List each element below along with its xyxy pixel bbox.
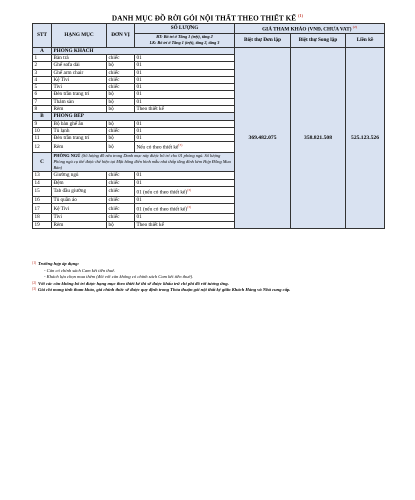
- row-unit: chiếc: [107, 179, 135, 186]
- row-unit: chiếc: [107, 187, 135, 197]
- price-1: 369.482.075: [235, 47, 291, 228]
- row-item: Đèn trần trang trí: [52, 135, 107, 142]
- row-unit: chiếc: [107, 76, 135, 83]
- row-qty: [135, 69, 235, 76]
- footnote-text: Trường hợp áp dụng:: [38, 261, 80, 266]
- footnote: [32, 287, 402, 294]
- header-stt: STT: [33, 24, 52, 48]
- qty-lk-text: Bố trí ở Tầng 1 (trệt), tầng 2, tầng 3: [157, 40, 220, 46]
- row-qty: [135, 172, 235, 179]
- footnote-sub: - Khách lựa chọn mua thêm (đối với căn không có chính sách Cam kết tiền thuê).: [44, 274, 194, 279]
- page-title: [0, 13, 415, 22]
- row-unit: chiếc: [107, 204, 135, 214]
- header-price: [235, 24, 385, 34]
- section-name: [52, 152, 235, 172]
- row-qty-text: 01: [136, 120, 142, 127]
- row-unit: bộ: [107, 62, 135, 69]
- row-item: Rèm: [52, 221, 107, 228]
- row-qty: [135, 187, 235, 197]
- row-item: Tủ quần áo: [52, 197, 107, 204]
- price-3: 525.123.526: [346, 47, 385, 228]
- row-qty-text: 01: [136, 135, 142, 142]
- row-item: Tủ lạnh: [52, 127, 107, 134]
- section-header-row: [33, 47, 385, 54]
- row-qty: [135, 76, 235, 83]
- row-qty: [135, 142, 235, 152]
- header-qty-sub: [135, 34, 235, 48]
- row-unit: chiếc: [107, 54, 135, 61]
- row-item: Ghế sofa dài: [52, 62, 107, 69]
- row-qty-text: 01: [136, 179, 142, 186]
- row-stt: 6: [33, 91, 52, 98]
- furniture-table: [32, 23, 385, 229]
- row-qty-text: Theo thiết kế: [136, 106, 164, 112]
- row-stt: 13: [33, 172, 52, 179]
- row-stt: 19: [33, 221, 52, 228]
- row-item: Ghế arm chair: [52, 69, 107, 76]
- row-item: Kệ Tivi: [52, 76, 107, 83]
- row-item: Rèm: [52, 142, 107, 152]
- header-price-col-3: Liền kề: [346, 34, 385, 48]
- qty-lk-label: LK:: [149, 40, 157, 46]
- row-stt: 9: [33, 120, 52, 127]
- row-qty: [135, 62, 235, 69]
- row-unit: chiếc: [107, 84, 135, 91]
- row-item: Tivi: [52, 84, 107, 91]
- header-item: HẠNG MỤC: [52, 24, 107, 48]
- row-qty-text: 01: [136, 172, 142, 179]
- row-qty-mark: (3): [178, 143, 183, 148]
- row-stt: 12: [33, 142, 52, 152]
- row-stt: 8: [33, 106, 52, 113]
- row-qty-mark: (3): [187, 205, 192, 210]
- row-stt: 16: [33, 197, 52, 204]
- row-qty-mark: (3): [187, 188, 192, 192]
- section-name-text: PHÒNG BẾP: [53, 113, 84, 120]
- row-qty-text: 01: [136, 62, 142, 69]
- footnote-mark: (1): [32, 261, 37, 265]
- row-stt: 11: [33, 135, 52, 142]
- row-item: Đèn trần trang trí: [52, 91, 107, 98]
- row-unit: bộ: [107, 98, 135, 105]
- row-stt: 15: [33, 187, 52, 197]
- row-qty-text: 01: [136, 127, 142, 134]
- footnote: [32, 261, 402, 268]
- row-stt: 17: [33, 204, 52, 214]
- row-qty: [135, 84, 235, 91]
- header-price-col-1: Biệt thự Đơn lập: [235, 34, 291, 48]
- row-stt: 3: [33, 69, 52, 76]
- row-qty-text: 01: [136, 98, 142, 105]
- footnote-text: Giá chỉ mang tính tham khảo, giá chính thức sẽ được quy định trong Thỏa thuận gói nội thất ký giữa Khách Hàng và Nhà cung cấp.: [38, 287, 291, 292]
- row-unit: bộ: [107, 120, 135, 127]
- section-name: [52, 47, 235, 54]
- row-qty: [135, 197, 235, 204]
- row-qty-text: 01: [136, 69, 142, 76]
- row-unit: bộ: [107, 221, 135, 228]
- qty-bt-label: BT:: [156, 34, 163, 40]
- row-item: Bộ bàn ghế ăn: [52, 120, 107, 127]
- footnotes: [32, 261, 402, 294]
- section-letter: B: [33, 113, 52, 120]
- row-qty-text: 01 (nếu có theo thiết kế): [136, 189, 188, 196]
- row-stt: 5: [33, 84, 52, 91]
- footnote-mark: (3): [32, 287, 37, 291]
- row-stt: 1: [33, 54, 52, 61]
- footnote-text: Với các căn không bố trí được hạng mục theo thiết kế thì sẽ được khấu trừ chi phí đồ rời tương ứng.: [38, 280, 229, 286]
- row-stt: 14: [33, 179, 52, 186]
- qty-bt-text: Bố trí ở Tầng 1 (trệt), tầng 2: [163, 34, 213, 40]
- row-qty: [135, 54, 235, 61]
- row-unit: bộ: [107, 135, 135, 142]
- table-body: [33, 47, 385, 228]
- row-qty: [135, 98, 235, 105]
- section-name-text: PHÒNG KHÁCH: [53, 47, 94, 54]
- row-qty: [135, 106, 235, 113]
- header-price-col-2: Biệt thự Song lập: [291, 34, 346, 48]
- section-name-text: PHÒNG NGỦ: [53, 152, 81, 158]
- row-qty: [135, 127, 235, 134]
- row-qty-text: 01: [136, 76, 142, 83]
- row-qty: [135, 120, 235, 127]
- title-text: DANH MỤC ĐỒ RỜI GÓI NỘI THẤT THEO THIẾT KẾ: [111, 14, 297, 23]
- header-price-label: GIÁ THAM KHẢO (VNĐ, CHƯA VAT): [262, 26, 352, 33]
- row-qty: [135, 221, 235, 228]
- row-qty: [135, 204, 235, 214]
- row-item: Tab đầu giường: [52, 187, 107, 197]
- row-qty-text: Nếu có theo thiết kế: [136, 145, 179, 152]
- section-letter: C: [33, 152, 52, 172]
- row-stt: 2: [33, 62, 52, 69]
- row-qty-text: 01: [136, 197, 142, 204]
- row-stt: 4: [33, 76, 52, 83]
- row-unit: bộ: [107, 91, 135, 98]
- section-note: (Số lượng đồ nêu trong Danh mục này được bố trí cho 01 phòng ngủ. Số lượng Phòng ngủ cụ thể được thể hiện tại Mặt bằng điển hình mẫu nhà thấp tầng đính kèm Hợp Đồng Mua Bán): [53, 152, 231, 171]
- row-qty-text: 01 (nếu có theo thiết kế): [136, 207, 188, 214]
- row-unit: bộ: [107, 142, 135, 152]
- header-price-mark: (2): [352, 25, 357, 29]
- row-qty-text: 01: [136, 54, 142, 61]
- row-stt: 10: [33, 127, 52, 134]
- row-qty-text: 01: [136, 91, 142, 98]
- row-item: Rèm: [52, 106, 107, 113]
- row-stt: 18: [33, 214, 52, 221]
- row-qty-text: 01: [136, 214, 142, 221]
- row-qty: [135, 91, 235, 98]
- row-qty: [135, 214, 235, 221]
- row-qty-text: Theo thiết kế: [136, 221, 164, 228]
- row-unit: chiếc: [107, 214, 135, 221]
- row-item: Đệm: [52, 179, 107, 186]
- row-unit: chiếc: [107, 127, 135, 134]
- row-unit: chiếc: [107, 69, 135, 76]
- row-item: Tivi: [52, 214, 107, 221]
- section-name: [52, 113, 235, 120]
- price-2: 358.821.508: [291, 47, 346, 228]
- row-item: Kệ Tivi: [52, 204, 107, 214]
- row-item: Thảm sàn: [52, 98, 107, 105]
- title-footnote-mark: (1): [298, 13, 304, 18]
- row-qty-text: 01: [136, 84, 142, 91]
- footnote-mark: (2): [32, 280, 37, 285]
- row-qty: [135, 135, 235, 142]
- header-qty: SỐ LƯỢNG: [135, 24, 235, 34]
- row-unit: chiếc: [107, 172, 135, 179]
- section-letter: A: [33, 47, 52, 54]
- footnote-sub: - Căn có chính sách Cam kết tiền thuê.: [44, 267, 116, 273]
- row-item: Giường ngủ: [52, 172, 107, 179]
- row-item: Bàn trà: [52, 54, 107, 61]
- header-unit: ĐƠN VỊ: [107, 24, 135, 48]
- row-qty: [135, 179, 235, 186]
- row-stt: 7: [33, 98, 52, 105]
- row-unit: bộ: [107, 106, 135, 113]
- row-unit: chiếc: [107, 197, 135, 204]
